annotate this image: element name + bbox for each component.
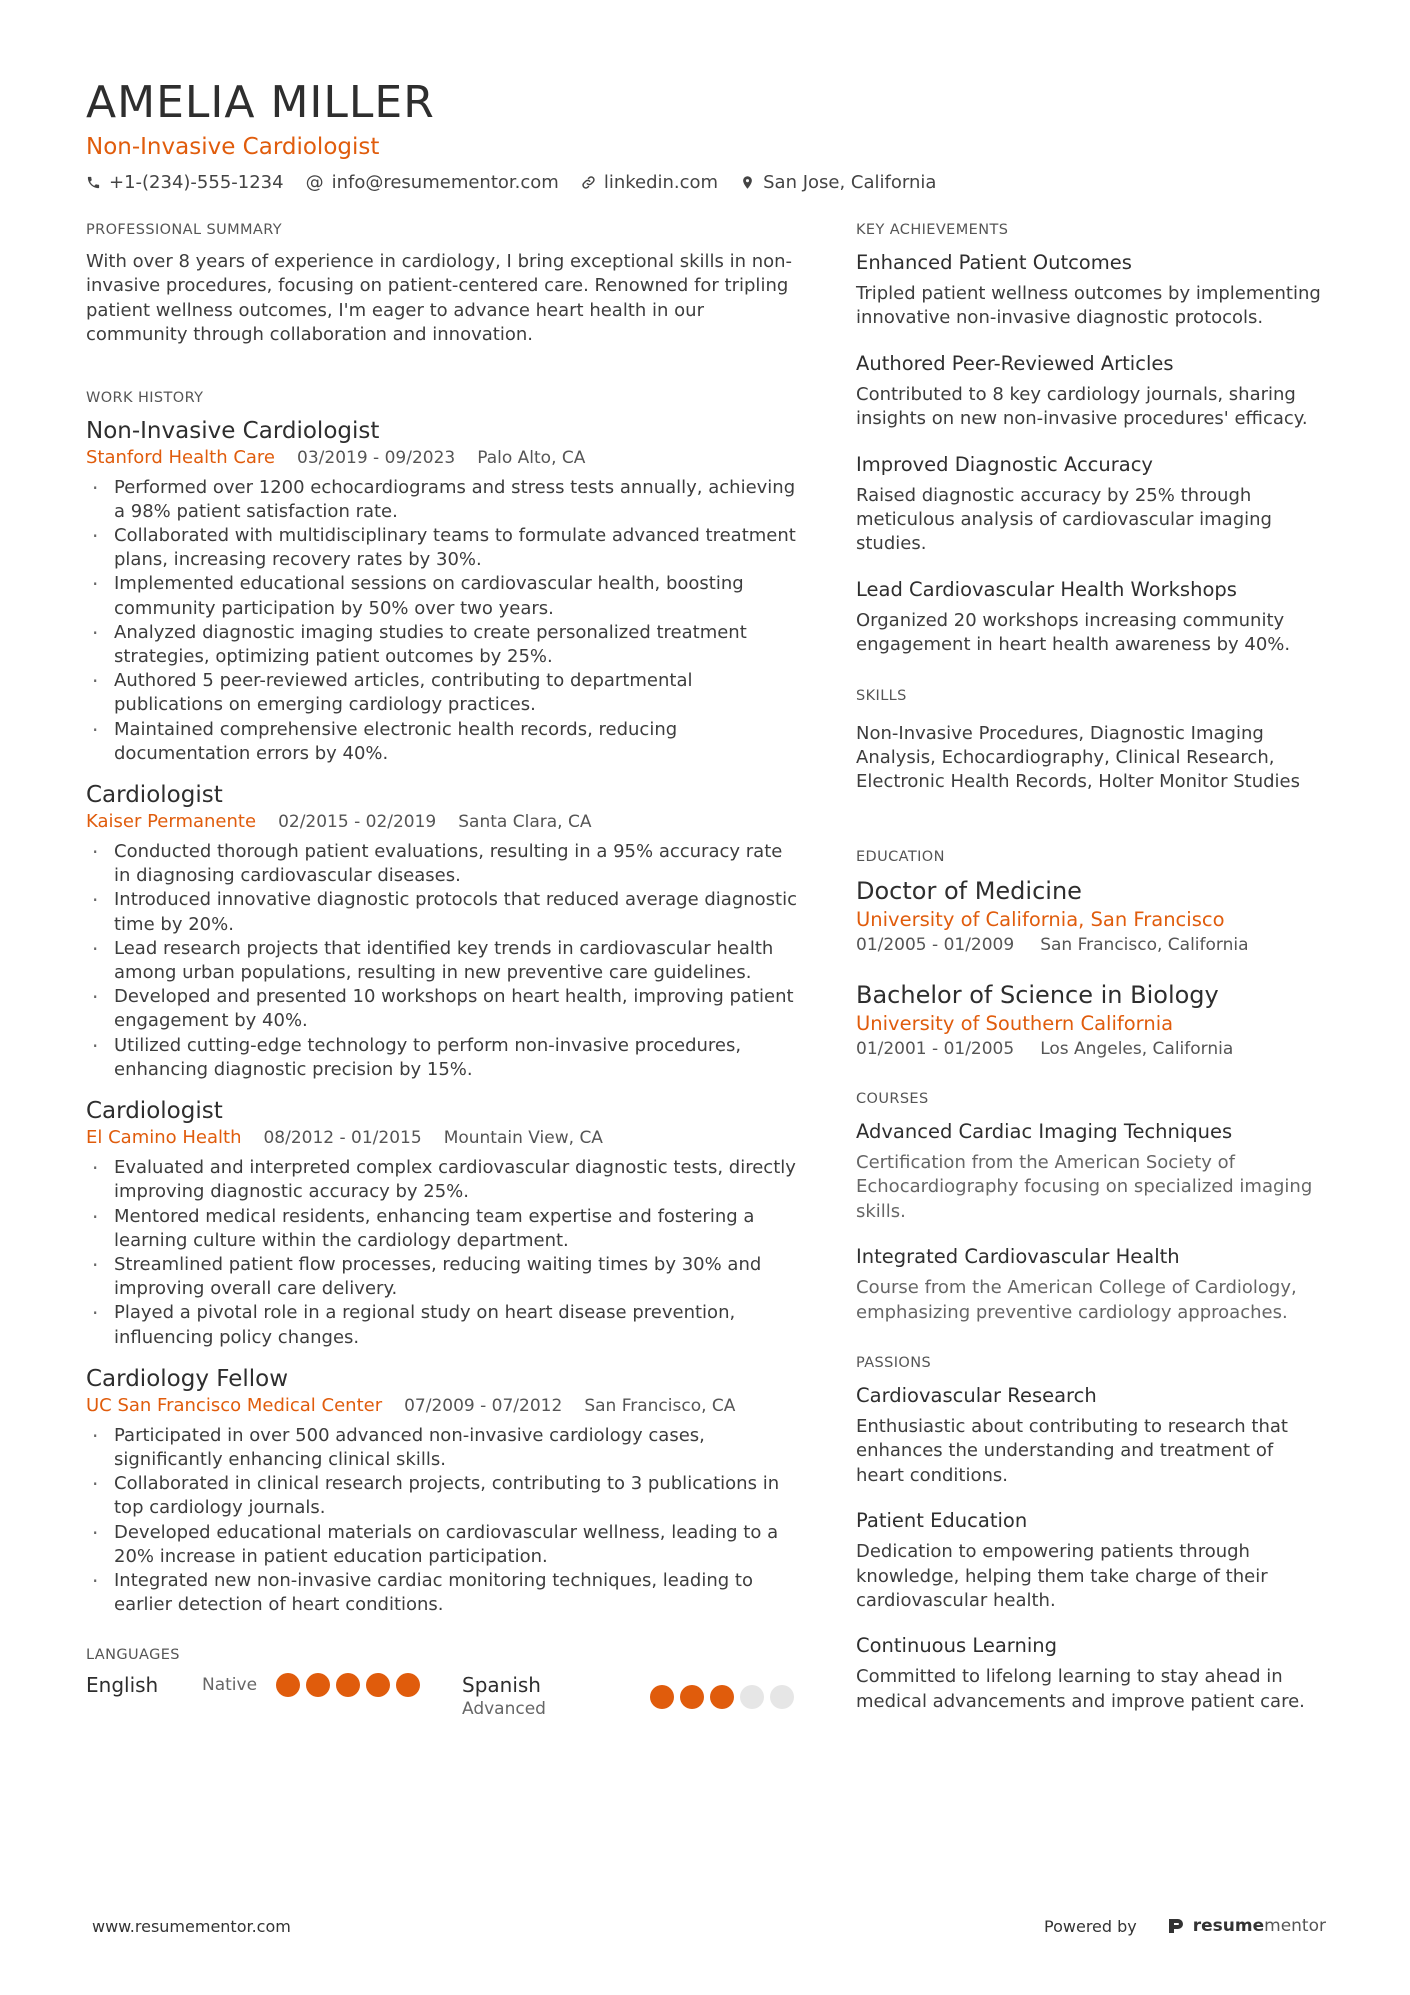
achievement-desc: Tripled patient wellness outcomes by implementing innovative non-invasive diagnostic protocols.: [856, 283, 1321, 329]
job-company: El Camino Health: [86, 1127, 242, 1149]
job-bullet: · Mentored medical residents, enhancing team expertise and fostering a learning culture within the cardiology department.: [86, 1205, 800, 1253]
passion-desc: Committed to lifelong learning to stay ahead in medical advancements and improve patient care.: [856, 1666, 1305, 1712]
achievement-item: [856, 577, 1326, 658]
candidate-title: Non-Invasive Cardiologist: [86, 134, 380, 160]
rating-dot-filled: [366, 1673, 390, 1697]
job-bullet: · Integrated new non-invasive cardiac monitoring techniques, leading to earlier detection of heart conditions.: [86, 1569, 800, 1617]
job-bullet: · Conducted thorough patient evaluations, resulting in a 95% accuracy rate in diagnosing cardiovascular diseases.: [86, 840, 800, 888]
education-location: San Francisco, California: [1040, 934, 1249, 955]
footer-website[interactable]: www.resumementor.com: [92, 1916, 291, 1936]
job-company: Kaiser Permanente: [86, 811, 257, 833]
passion-item: [856, 1508, 1326, 1613]
achievement-title: Enhanced Patient Outcomes: [856, 251, 1132, 274]
achievement-desc: Raised diagnostic accuracy by 25% through meticulous analysis of cardiovascular imaging studies.: [856, 484, 1272, 555]
contact-row: [86, 172, 1326, 193]
brand-bold: resume: [1192, 1916, 1265, 1936]
rating-dot-filled: [336, 1673, 360, 1697]
education-degree: Bachelor of Science in Biology: [856, 980, 1219, 1009]
language-name: English: [86, 1673, 159, 1698]
passion-title: Patient Education: [856, 1509, 1028, 1533]
language-rating: [650, 1685, 794, 1709]
course-title: Advanced Cardiac Imaging Techniques: [856, 1119, 1233, 1143]
job-dates: 07/2009 - 07/2012: [404, 1395, 563, 1416]
passion-desc: Enthusiastic about contributing to research that enhances the understanding and treatment of heart conditions.: [856, 1415, 1288, 1486]
language-english: [86, 1671, 462, 1699]
job-dates: 08/2012 - 01/2015: [263, 1128, 422, 1149]
candidate-name: AMELIA MILLER: [86, 77, 435, 128]
job-bullets: [86, 1156, 800, 1350]
rating-dot-filled: [710, 1685, 734, 1709]
job-bullet: · Performed over 1200 echocardiograms and stress tests annually, achieving a 98% patient satisfaction rate.: [86, 476, 800, 524]
achievement-item: [856, 250, 1326, 331]
education-school: University of Southern California: [856, 1011, 1174, 1035]
rating-dot-filled: [396, 1673, 420, 1697]
job-entry: [86, 1096, 800, 1350]
brand-logo[interactable]: [1167, 1916, 1326, 1936]
education-dates: 01/2001 - 01/2005: [856, 1038, 1015, 1059]
course-item: [856, 1244, 1326, 1325]
achievement-item: [856, 452, 1326, 557]
achievement-item: [856, 351, 1326, 432]
job-bullets: [86, 1424, 800, 1618]
job-bullet: · Collaborated with multidisciplinary teams to formulate advanced treatment plans, increasing recovery rates by 30%.: [86, 524, 800, 572]
job-bullet: · Developed educational materials on cardiovascular wellness, leading to a 20% increase in patient education participation.: [86, 1521, 800, 1569]
rating-dot-empty: [770, 1685, 794, 1709]
language-rating: [276, 1673, 420, 1697]
brand-rest: mentor: [1264, 1916, 1326, 1936]
course-title: Integrated Cardiovascular Health: [856, 1245, 1180, 1269]
education-degree: Doctor of Medicine: [856, 876, 1082, 905]
skills-section: [856, 688, 1326, 795]
passion-title: Continuous Learning: [856, 1634, 1057, 1658]
courses-heading: COURSES: [856, 1090, 929, 1107]
language-spanish: [462, 1671, 800, 1719]
job-bullet: · Collaborated in clinical research projects, contributing to 3 publications in top cardiology journals.: [86, 1472, 800, 1520]
achievements-section: [856, 222, 1326, 658]
job-bullet: · Evaluated and interpreted complex cardiovascular diagnostic tests, directly improving diagnostic accuracy by 25%.: [86, 1156, 800, 1204]
job-bullet: · Lead research projects that identified key trends in cardiovascular health among urban populations, resulting in new preventive care guidelines.: [86, 937, 800, 985]
job-meta: [86, 1126, 800, 1150]
job-bullet: · Introduced innovative diagnostic protocols that reduced average diagnostic time by 20%.: [86, 888, 800, 936]
job-title: Non-Invasive Cardiologist: [86, 417, 380, 444]
job-bullet: · Maintained comprehensive electronic health records, reducing documentation errors by 40%.: [86, 718, 800, 766]
location-text: San Jose, California: [763, 172, 937, 193]
phone-icon: [86, 175, 101, 190]
rating-dot-filled: [680, 1685, 704, 1709]
job-company: Stanford Health Care: [86, 446, 276, 468]
work-heading: WORK HISTORY: [86, 389, 204, 406]
linkedin-text[interactable]: linkedin.com: [603, 172, 719, 193]
job-meta: [86, 810, 800, 834]
education-item: [856, 875, 1326, 957]
job-entry: [86, 416, 800, 766]
footer: [92, 1916, 1326, 1936]
skills-heading: SKILLS: [856, 687, 907, 704]
job-bullet: · Analyzed diagnostic imaging studies to create personalized treatment strategies, optimizing patient outcomes by 25%.: [86, 621, 800, 669]
education-meta: [856, 933, 1326, 957]
right-column: [856, 222, 1326, 1734]
work-section: [86, 390, 800, 1618]
education-dates: 01/2005 - 01/2009: [856, 934, 1015, 955]
job-title: Cardiologist: [86, 1098, 223, 1125]
job-bullet: · Streamlined patient flow processes, reducing waiting times by 30% and improving overall care delivery.: [86, 1253, 800, 1301]
job-location: San Francisco, CA: [584, 1395, 736, 1416]
job-location: Palo Alto, CA: [477, 447, 586, 468]
summary-section: [86, 222, 800, 348]
achievement-title: Authored Peer-Reviewed Articles: [856, 351, 1174, 375]
email-text[interactable]: info@resumementor.com: [331, 172, 559, 193]
job-title: Cardiologist: [86, 782, 223, 809]
location-pin-icon: [740, 175, 755, 190]
left-column: [86, 222, 800, 1734]
languages-section: [86, 1647, 800, 1719]
course-item: [856, 1119, 1326, 1224]
job-location: Mountain View, CA: [443, 1128, 603, 1149]
job-dates: 03/2019 - 09/2023: [297, 447, 456, 468]
contact-linkedin[interactable]: [581, 172, 718, 193]
job-bullet: · Utilized cutting-edge technology to perform non-invasive procedures, enhancing diagnostic precision by 15%.: [86, 1034, 800, 1082]
phone-text: +1-(234)-555-1234: [109, 172, 284, 193]
language-level: Advanced: [462, 1699, 546, 1720]
education-meta: [856, 1037, 1326, 1061]
job-bullets: [86, 476, 800, 766]
language-name: Spanish: [462, 1673, 541, 1698]
rating-dot-filled: [650, 1685, 674, 1709]
education-heading: EDUCATION: [856, 848, 945, 865]
language-level: Native: [202, 1675, 258, 1696]
education-section: [856, 849, 1326, 1061]
job-bullet: · Developed and presented 10 workshops on heart health, improving patient engagement by 40%.: [86, 985, 800, 1033]
course-desc: Course from the American College of Cardiology, emphasizing preventive cardiology approaches.: [856, 1277, 1297, 1323]
passions-heading: PASSIONS: [856, 1354, 932, 1371]
skills-text: Non-Invasive Procedures, Diagnostic Imaging Analysis, Echocardiography, Clinical Research, Electronic Health Records, Holter Monitor Studies: [856, 722, 1301, 793]
job-bullet: · Implemented educational sessions on cardiovascular health, boosting community participation by 50% over two years.: [86, 572, 800, 620]
job-title: Cardiology Fellow: [86, 1365, 289, 1392]
passion-title: Cardiovascular Research: [856, 1383, 1097, 1407]
job-meta: [86, 1394, 800, 1418]
job-location: Santa Clara, CA: [458, 812, 592, 833]
job-entry: [86, 1364, 800, 1618]
contact-phone: [86, 172, 284, 193]
job-entry: [86, 780, 800, 1082]
passion-item: [856, 1383, 1326, 1488]
summary-heading: PROFESSIONAL SUMMARY: [86, 222, 283, 238]
contact-location: [740, 172, 936, 193]
passion-item: [856, 1633, 1326, 1714]
job-bullet: · Participated in over 500 advanced non-invasive cardiology cases, significantly enhancing clinical skills.: [86, 1424, 800, 1472]
course-desc: Certification from the American Society of Echocardiography focusing on specialized imaging skills.: [856, 1151, 1313, 1222]
job-bullet: · Played a pivotal role in a regional study on heart disease prevention, influencing policy changes.: [86, 1301, 800, 1349]
rating-dot-filled: [306, 1673, 330, 1697]
job-company: UC San Francisco Medical Center: [86, 1394, 383, 1416]
education-item: [856, 979, 1326, 1061]
job-bullets: [86, 840, 800, 1082]
job-meta: [86, 446, 800, 470]
contact-email[interactable]: [306, 172, 559, 193]
at-icon: @: [305, 172, 324, 193]
resumementor-logo-icon: [1167, 1917, 1185, 1935]
achievement-title: Lead Cardiovascular Health Workshops: [856, 577, 1237, 601]
languages-heading: LANGUAGES: [86, 1647, 180, 1664]
passion-desc: Dedication to empowering patients through knowledge, helping them take charge of their cardiovascular health.: [856, 1541, 1268, 1611]
courses-section: [856, 1091, 1326, 1325]
job-dates: 02/2015 - 02/2019: [278, 812, 437, 833]
achievement-desc: Organized 20 workshops increasing community engagement in heart health awareness by 40%.: [856, 609, 1291, 656]
summary-text: With over 8 years of experience in cardiology, I bring exceptional skills in non-invasive procedures, focusing on patient-centered care. Renowned for tripling patient wellness outcomes, I'm eager to advance heart health in our community through collaboration and innovation.: [86, 251, 793, 346]
rating-dot-empty: [740, 1685, 764, 1709]
education-location: Los Angeles, California: [1040, 1038, 1234, 1059]
powered-by-label: Powered by: [1044, 1916, 1137, 1936]
achievement-title: Improved Diagnostic Accuracy: [856, 452, 1153, 476]
rating-dot-filled: [276, 1673, 300, 1697]
passions-section: [856, 1355, 1326, 1714]
achievements-heading: KEY ACHIEVEMENTS: [856, 222, 1009, 238]
education-school: University of California, San Francisco: [856, 907, 1225, 931]
job-bullet: · Authored 5 peer-reviewed articles, contributing to departmental publications on emerging cardiology practices.: [86, 669, 800, 717]
link-icon: [581, 175, 596, 190]
achievement-desc: Contributed to 8 key cardiology journals, sharing insights on new non-invasive procedures' efficacy.: [856, 383, 1308, 430]
